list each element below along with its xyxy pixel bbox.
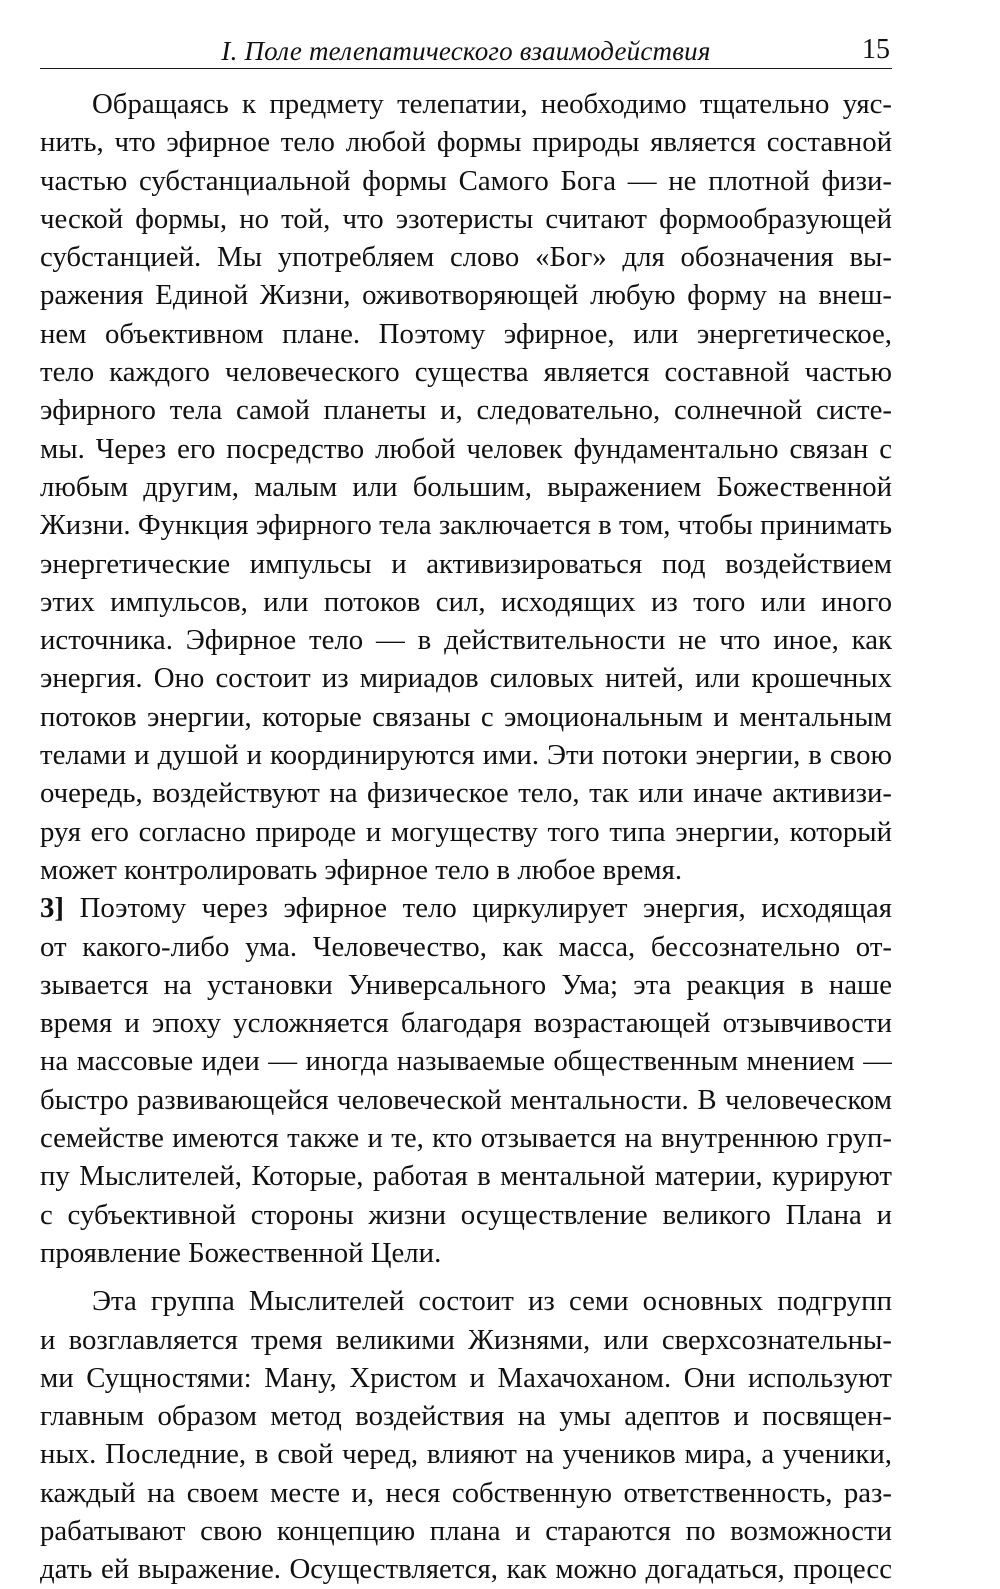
text-line: руя его согласно природе и могуществу того типа энергии, который: [40, 815, 892, 848]
text-line: субстанцией. Мы употребляем слово «Бог» для обозначения вы-: [40, 241, 892, 274]
paragraph-2: [40, 889, 892, 1272]
text-line: может контролировать эфирное тело в любое время.: [40, 853, 683, 886]
text-line: ми Сущностями: Ману, Христом и Махачоханом. Они используют: [40, 1361, 892, 1394]
text-line: Обращаясь к предмету телепатии, необходимо тщательно уяс-: [92, 88, 892, 120]
body-text: [40, 85, 892, 1589]
text-line: [40, 889, 892, 927]
text-line: телами и душой и координируются ими. Эти потоки энергии, в свою: [40, 739, 892, 772]
text-line: Жизни. Функция эфирного тела заключается в том, чтобы принимать: [40, 509, 892, 542]
text-line: быстро развивающейся человеческой ментальности. В человеческом: [40, 1083, 892, 1116]
text-line: этих импульсов, или потоков сил, исходящих из того или иного: [40, 585, 892, 618]
text-line: семействе имеются также и те, кто отзывается на внутреннюю груп-: [40, 1122, 892, 1155]
text-line: любым другим, малым или большим, выражением Божественной: [40, 470, 892, 503]
text-line-content: Поэтому через эфирное тело циркулирует энергия, исходящая: [64, 892, 892, 925]
text-line: ражения Единой Жизни, оживотворяющей любую форму на внеш-: [40, 279, 892, 312]
text-line: нить, что эфирное тело любой формы природы является составной: [40, 126, 892, 159]
text-line: дать ей выражение. Осуществляется, как можно догадаться, процесс: [40, 1553, 892, 1586]
text-line: источника. Эфирное тело — в действительности не что иное, как: [40, 624, 892, 657]
text-line: с субъективной стороны жизни осуществление великого Плана и: [40, 1198, 892, 1231]
paragraph-3: [40, 1282, 892, 1588]
text-line: нем объективном плане. Поэтому эфирное, или энергетическое,: [40, 317, 892, 350]
text-line: тело каждого человеческого существа является составной частью: [40, 356, 892, 389]
text-line: ческой формы, но той, что эзотеристы считают формообразующей: [40, 202, 892, 235]
text-line: мы. Через его посредство любой человек фундаментально связан с: [40, 432, 892, 465]
text-line: ных. Последние, в свой черед, влияют на учеников мира, а ученики,: [40, 1438, 892, 1471]
text-line: зывается на установки Универсального Ума; эта реакция в наше: [40, 968, 892, 1001]
text-line: очередь, воздействуют на физическое тело, так или иначе активизи-: [40, 777, 892, 810]
book-page: [40, 30, 892, 1589]
paragraph-1: [40, 85, 892, 889]
text-line: эфирного тела самой планеты и, следовательно, солнечной систе-: [40, 394, 892, 427]
text-line: частью субстанциальной формы Самого Бога — не плотной физи-: [40, 164, 892, 197]
running-title: I. Поле телепатического взаимодействия: [221, 36, 711, 66]
text-line: от какого-либо ума. Человечество, как масса, бессознательно от-: [40, 930, 892, 963]
running-header: [40, 30, 892, 69]
text-line: и возглавляется тремя великими Жизнями, или сверхсознательны-: [40, 1323, 892, 1356]
text-line: время и эпоху усложняется благодаря возрастающей отзывчивости: [40, 1007, 892, 1040]
text-line: энергетические импульсы и активизироваться под воздействием: [40, 547, 892, 580]
text-line: пу Мыслителей, Которые, работая в ментальной материи, курируют: [40, 1160, 892, 1193]
text-line: энергия. Оно состоит из мириадов силовых нитей, или крошечных: [40, 662, 892, 695]
text-line: потоков энергии, которые связаны с эмоциональным и ментальным: [40, 700, 892, 733]
text-line: Эта группа Мыслителей состоит из семи основных подгрупп: [92, 1285, 892, 1318]
text-line: главным образом метод воздействия на умы адептов и посвящен-: [40, 1400, 892, 1433]
text-line: на массовые идеи — иногда называемые общественным мнением —: [40, 1045, 892, 1078]
text-line: рабатывают свою концепцию плана и стараются по возможности: [40, 1514, 892, 1547]
text-line: каждый на своем месте и, неся собственную ответственность, раз-: [40, 1476, 892, 1509]
page-number: 15: [862, 34, 890, 65]
text-line: проявление Божественной Цели.: [40, 1236, 442, 1269]
section-marker: 3]: [40, 892, 64, 925]
